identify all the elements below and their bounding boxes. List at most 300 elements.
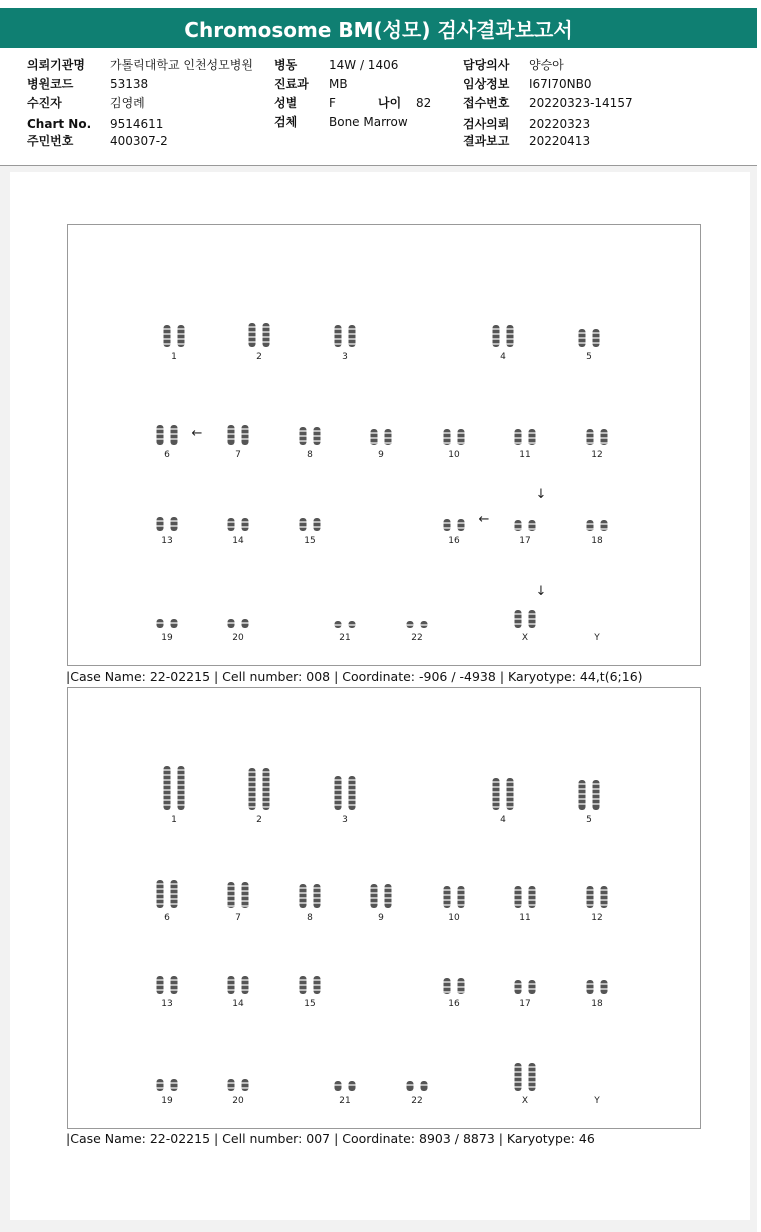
chromosome-band [601, 437, 608, 439]
chromosome-pair-12 [587, 886, 608, 908]
chromosome-pair-16 [444, 978, 465, 994]
chromosome-band [587, 432, 594, 434]
chromosome-band [242, 428, 249, 430]
chromosome-label-12: 12 [591, 913, 603, 923]
chromosome-band [335, 1084, 342, 1086]
chromosome-2-2 [263, 768, 270, 810]
chromosome-band [228, 433, 235, 435]
chromosome-band [335, 624, 342, 626]
chromosome-band [349, 333, 356, 335]
chromosome-band [228, 989, 235, 991]
chromosome-band [458, 894, 465, 896]
chromosome-band [314, 887, 321, 889]
chromosome-label-1: 1 [171, 352, 177, 362]
clinical-info-label: 임상정보 [463, 77, 510, 91]
chromosome-band [314, 897, 321, 899]
chromosome-band [263, 771, 270, 773]
chromosome-band [228, 1087, 235, 1089]
chromosome-label-Y: Y [594, 633, 600, 643]
chromosome-band [349, 794, 356, 796]
chromosome-band [515, 1081, 522, 1083]
chromosome-1-1 [164, 766, 171, 810]
chromosome-band [171, 984, 178, 986]
chromosome-band [601, 983, 608, 985]
chromosome-band [529, 988, 536, 990]
chromosome-band [300, 897, 307, 899]
chromosome-pair-19 [157, 1079, 178, 1091]
chromosome-band [228, 526, 235, 528]
chromosome-label-19: 19 [161, 633, 173, 643]
chromosome-band [579, 332, 586, 334]
receipt-no-value: 20220323-14157 [529, 96, 633, 110]
chromosome-band [421, 624, 428, 626]
chromosome-band [529, 904, 536, 906]
chromosome-band [507, 791, 514, 793]
chromosome-band [263, 326, 270, 328]
chromosome-band [515, 623, 522, 625]
chromosome-band [157, 989, 164, 991]
chromosome-label-21: 21 [339, 633, 351, 643]
chromosome-pair-2 [249, 768, 270, 810]
chromosome-band [349, 804, 356, 806]
physician-value: 양승아 [529, 58, 564, 72]
chromosome-band [164, 774, 171, 776]
chromosome-band [335, 333, 342, 335]
top-strip [0, 0, 761, 8]
chromosome-band [171, 903, 178, 905]
chromosome-pair-3 [335, 325, 356, 347]
chromosome-pair-8 [300, 884, 321, 908]
chromosome-band [579, 798, 586, 800]
chromosome-band [314, 892, 321, 894]
chromosome-pair-6 [157, 880, 178, 908]
chromosome-band [444, 889, 451, 891]
chromosome-band [249, 801, 256, 803]
chromosome-pair-13 [157, 517, 178, 531]
chromosome-pair-14 [228, 518, 249, 531]
chromosome-label-X: X [521, 633, 529, 643]
chromosome-band [444, 899, 451, 901]
chromosome-band [242, 1082, 249, 1084]
chromosome-label-7: 7 [235, 450, 241, 460]
chromosome-pair-7 [228, 882, 249, 908]
chromosome-band [529, 623, 536, 625]
chromosome-pair-8 [300, 427, 321, 445]
chromosome-band [157, 893, 164, 895]
chromosome-band [421, 1084, 428, 1086]
chromosome-label-15: 15 [304, 536, 316, 546]
chromosome-band [587, 983, 594, 985]
chromosome-pair-1 [164, 766, 185, 810]
chromosome-label-19: 19 [161, 1096, 173, 1106]
chromosome-band [529, 437, 536, 439]
chromosome-band [249, 806, 256, 808]
chromosome-band [593, 783, 600, 785]
chromosome-band [242, 979, 249, 981]
chromosome-band [335, 799, 342, 801]
chromosome-label-4: 4 [500, 352, 506, 362]
chromosome-band [157, 520, 164, 522]
chromosome-band [157, 898, 164, 900]
chromosome-label-18: 18 [591, 536, 603, 546]
chromosome-band [493, 791, 500, 793]
chromosome-band [515, 983, 522, 985]
chromosome-label-11: 11 [519, 450, 531, 460]
chromosome-band [228, 984, 235, 986]
chromosome-band [529, 442, 536, 444]
chromosome-band [263, 806, 270, 808]
chromosome-label-17: 17 [519, 999, 531, 1009]
chromosome-band [458, 522, 465, 524]
hospital-code-value: 53138 [110, 77, 149, 91]
chromosome-band [249, 796, 256, 798]
chromosome-pair-11 [515, 886, 536, 908]
chromosome-band [300, 887, 307, 889]
chromosome-band [242, 526, 249, 528]
chromosome-band [515, 618, 522, 620]
chromosome-pair-18 [587, 520, 608, 531]
chromosome-band [515, 1066, 522, 1068]
age-label: 나이 [378, 96, 402, 110]
chromosome-label-20: 20 [232, 633, 244, 643]
chromosome-band [493, 796, 500, 798]
chromosome-band [507, 328, 514, 330]
abnormality-arrow-16: ← [478, 512, 490, 527]
chromosome-band [529, 1086, 536, 1088]
patient-label: 수진자 [27, 96, 62, 110]
chromosome-label-11: 11 [519, 913, 531, 923]
chromosome-band [371, 892, 378, 894]
chromosome-17-1 [515, 980, 522, 994]
chromosome-label-2: 2 [256, 815, 262, 825]
chromosome-band [458, 527, 465, 529]
chromosome-pair-5 [579, 329, 600, 347]
chromosome-band [601, 988, 608, 990]
chromosome-band [242, 984, 249, 986]
chromosome-band [228, 428, 235, 430]
chromosome-band [171, 893, 178, 895]
chromosome-label-10: 10 [448, 913, 460, 923]
age-value: 82 [416, 96, 432, 110]
chromosome-pair-18 [587, 980, 608, 994]
chromosome-band [157, 1082, 164, 1084]
chromosome-band [300, 526, 307, 528]
chromosome-band [515, 988, 522, 990]
resident-no-label: 주민번호 [27, 134, 74, 148]
chromosome-label-2: 2 [256, 352, 262, 362]
sex-value: F [329, 96, 336, 110]
chromosome-band [242, 895, 249, 897]
chromosome-band [593, 332, 600, 334]
chromosome-band [529, 983, 536, 985]
chromosome-band [300, 440, 307, 442]
physician-label: 담당의사 [463, 58, 510, 72]
chromosome-band [349, 784, 356, 786]
abnormality-arrow-X: ↓ [535, 584, 547, 599]
chromosome-band [263, 786, 270, 788]
chromosome-band [263, 801, 270, 803]
chromosome-band [249, 776, 256, 778]
chromosome-band [171, 428, 178, 430]
chromosome-18-1 [587, 980, 594, 994]
chromosome-band [349, 624, 356, 626]
chromosome-13-2 [171, 517, 178, 531]
chromosome-band [242, 905, 249, 907]
chromosome-band [515, 432, 522, 434]
chromosome-band [493, 343, 500, 345]
chromosome-band [493, 801, 500, 803]
chromosome-label-10: 10 [448, 450, 460, 460]
chromosome-pair-12 [587, 429, 608, 445]
chromosome-band [157, 428, 164, 430]
institution-label: 의뢰기관명 [27, 58, 85, 72]
chromosome-band [171, 438, 178, 440]
chromosome-band [157, 433, 164, 435]
chromosome-band [171, 1082, 178, 1084]
chromosome-band [444, 981, 451, 983]
chromosome-band [587, 889, 594, 891]
chromosome-band [507, 806, 514, 808]
chromosome-band [300, 892, 307, 894]
chromosome-band [157, 525, 164, 527]
chromosome-pair-9 [371, 884, 392, 908]
chromosome-pair-13 [157, 976, 178, 994]
chromosome-pair-6 [157, 425, 178, 445]
report-date-value: 20220413 [529, 134, 591, 148]
chromosome-band [171, 520, 178, 522]
chromosome-band [458, 442, 465, 444]
chromosome-19-2 [171, 1079, 178, 1091]
chromosome-label-9: 9 [378, 450, 384, 460]
chromosome-14-2 [242, 518, 249, 531]
chromosome-band [157, 438, 164, 440]
chromosome-band [178, 804, 185, 806]
chromosome-band [507, 801, 514, 803]
chromosome-band [157, 979, 164, 981]
chromosome-band [349, 328, 356, 330]
chromosome-band [385, 432, 392, 434]
chromosome-band [164, 333, 171, 335]
chromosome-band [529, 899, 536, 901]
chromosome-pair-17 [515, 520, 536, 531]
chromosome-label-3: 3 [342, 352, 348, 362]
chromosome-band [157, 883, 164, 885]
report-title: Chromosome BM(성모) 검사결과보고서 [0, 8, 757, 48]
chromosome-band [515, 1071, 522, 1073]
chromosome-band [157, 903, 164, 905]
chromosome-13-1 [157, 517, 164, 531]
chromosome-label-3: 3 [342, 815, 348, 825]
chromosome-band [263, 776, 270, 778]
chromosome-pair-3 [335, 776, 356, 810]
chromosome-20-1 [228, 1079, 235, 1091]
request-date-value: 20220323 [529, 117, 591, 131]
chromosome-band [385, 902, 392, 904]
chromosome-label-16: 16 [448, 536, 460, 546]
chromosome-band [164, 799, 171, 801]
chromosome-band [458, 889, 465, 891]
chromosome-band [493, 333, 500, 335]
chromosome-band [157, 622, 164, 624]
chromosome-band [349, 799, 356, 801]
chromosome-band [349, 779, 356, 781]
chromosome-band [529, 432, 536, 434]
chromosome-band [507, 781, 514, 783]
chromosome-band [444, 991, 451, 993]
chromosome-band [300, 435, 307, 437]
chromosome-band [493, 786, 500, 788]
chromosome-band [385, 897, 392, 899]
chromosome-band [178, 338, 185, 340]
report-date-label: 결과보고 [463, 134, 510, 148]
chromosome-band [507, 333, 514, 335]
chromosome-band [593, 793, 600, 795]
chromosome-band [249, 336, 256, 338]
karyogram-image-2 [68, 688, 702, 1130]
chromosome-pair-9 [371, 429, 392, 445]
chromosome-band [300, 902, 307, 904]
chromosome-band [493, 806, 500, 808]
chromosome-band [335, 784, 342, 786]
chromosome-band [171, 433, 178, 435]
chromosome-band [314, 984, 321, 986]
chromosome-band [529, 1071, 536, 1073]
chromosome-band [314, 979, 321, 981]
patient-value: 김영례 [110, 96, 145, 110]
chromosome-pair-20 [228, 1079, 249, 1091]
chromosome-band [249, 786, 256, 788]
chromosome-label-5: 5 [586, 815, 592, 825]
chromosome-band [407, 1084, 414, 1086]
chromosome-band [228, 885, 235, 887]
chromosome-pair-2 [249, 323, 270, 347]
chromosome-band [249, 326, 256, 328]
chromosome-label-21: 21 [339, 1096, 351, 1106]
chromosome-band [371, 897, 378, 899]
chromosome-band [249, 781, 256, 783]
request-date-label: 검사의뢰 [463, 117, 510, 131]
chromosome-pair-15 [300, 976, 321, 994]
chromosome-label-8: 8 [307, 913, 313, 923]
chromosome-band [515, 904, 522, 906]
chromosome-band [178, 794, 185, 796]
chromosome-label-17: 17 [519, 536, 531, 546]
chromosome-band [171, 622, 178, 624]
chromosome-band [314, 902, 321, 904]
chromosome-band [444, 527, 451, 529]
chromosome-band [242, 989, 249, 991]
chromosome-band [171, 525, 178, 527]
chromosome-band [529, 528, 536, 530]
chromosome-pair-X [515, 1063, 536, 1091]
chromosome-16-1 [444, 519, 451, 531]
chromosome-band [242, 885, 249, 887]
chromosome-band [164, 789, 171, 791]
chromosome-band [529, 523, 536, 525]
chromosome-band [515, 1076, 522, 1078]
chromosome-band [444, 904, 451, 906]
chromosome-label-15: 15 [304, 999, 316, 1009]
chromosome-band [587, 528, 594, 530]
chromosome-band [385, 442, 392, 444]
chromosome-band [228, 890, 235, 892]
chromosome-band [157, 984, 164, 986]
chromosome-band [228, 438, 235, 440]
chromosome-15-1 [300, 518, 307, 531]
chromosome-15-2 [314, 518, 321, 531]
sex-label: 성별 [274, 96, 298, 110]
chromosome-20-2 [242, 1079, 249, 1091]
karyogram-panel-1 [67, 224, 701, 666]
chromosome-label-7: 7 [235, 913, 241, 923]
hospital-code-label: 병원코드 [27, 77, 74, 91]
chromosome-band [335, 343, 342, 345]
chromosome-band [587, 988, 594, 990]
resident-no-value: 400307-2 [110, 134, 168, 148]
chromosome-band [601, 442, 608, 444]
chromosome-band [164, 338, 171, 340]
chromosome-band [507, 796, 514, 798]
chromosome-band [249, 331, 256, 333]
chromosome-band [515, 899, 522, 901]
chromosome-pair-4 [493, 778, 514, 810]
chromosome-label-20: 20 [232, 1096, 244, 1106]
chromosome-label-13: 13 [161, 999, 173, 1009]
chromosome-pair-22 [407, 1081, 428, 1091]
chromosome-label-Y: Y [594, 1096, 600, 1106]
chromosome-band [178, 343, 185, 345]
chromosome-band [249, 771, 256, 773]
chromosome-pair-15 [300, 518, 321, 531]
chromosome-16-2 [458, 519, 465, 531]
chromosome-band [349, 789, 356, 791]
chromosome-band [593, 788, 600, 790]
chromosome-band [242, 622, 249, 624]
chromosome-band [601, 432, 608, 434]
chromosome-band [242, 433, 249, 435]
chromosome-pair-19 [157, 619, 178, 628]
chromosome-band [529, 889, 536, 891]
chromosome-label-18: 18 [591, 999, 603, 1009]
chromosome-band [579, 803, 586, 805]
chromosome-band [335, 328, 342, 330]
chromosome-band [587, 442, 594, 444]
chromosome-band [601, 899, 608, 901]
chromosome-band [228, 900, 235, 902]
chromosome-band [314, 521, 321, 523]
chromosome-label-13: 13 [161, 536, 173, 546]
chromosome-pair-1 [164, 325, 185, 347]
chromosome-pair-17 [515, 980, 536, 994]
chromosome-band [228, 895, 235, 897]
chromosome-band [507, 786, 514, 788]
chromosome-pair-20 [228, 619, 249, 628]
chromosome-band [493, 328, 500, 330]
chromosome-label-16: 16 [448, 999, 460, 1009]
chromosome-band [157, 888, 164, 890]
chromosome-band [593, 342, 600, 344]
chromosome-band [242, 890, 249, 892]
chromosome-band [178, 333, 185, 335]
chromosome-band [587, 894, 594, 896]
chromosome-band [529, 1076, 536, 1078]
chromosome-band [228, 905, 235, 907]
receipt-no-label: 접수번호 [463, 96, 510, 110]
chromosome-band [171, 888, 178, 890]
chromosome-band [515, 437, 522, 439]
chromosome-pair-4 [493, 325, 514, 347]
chromosome-band [164, 343, 171, 345]
